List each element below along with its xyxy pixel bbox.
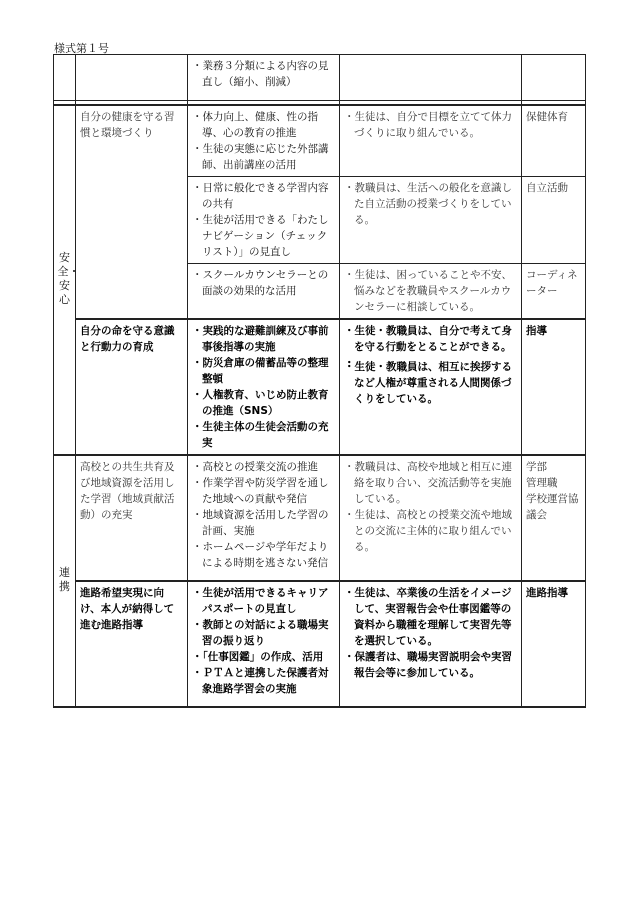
measures-list: [192, 180, 335, 260]
school-plan-table: [53, 54, 586, 708]
owner-cell: 自立活動: [522, 176, 586, 263]
list-item: ・ 生徒・教職員は、相互に挨拶するなど人権が尊重される人間関係づくりをしている。: [344, 359, 517, 407]
owner-cell: 進路指導: [522, 581, 586, 707]
evaluation-cell: [340, 319, 522, 455]
measures-list: [192, 109, 335, 173]
evaluation-list: [344, 585, 517, 681]
owner-cell: 保健体育: [522, 105, 586, 177]
owner-cell: コーディネーター: [522, 263, 586, 319]
list-item: ・ 防災倉庫の備蓄品等の整理整頓: [192, 355, 335, 387]
goal-cell: 進路希望実現に向け、本人が納得して進む進路指導: [76, 581, 188, 707]
list-item: ・ 生徒は、困っていることや不安、悩みなどを教職員やスクールカウンセラーに相談している。: [344, 267, 517, 315]
category-cooperation: 連携: [54, 455, 76, 707]
measures-cell: [188, 455, 340, 581]
measures-list: [192, 323, 335, 451]
list-item: ・ 日常に般化できる学習内容の共有: [192, 180, 335, 212]
list-item: ・ ホームページや学年だよりによる時期を逃さない発信: [192, 539, 335, 571]
list-item: ・ 地域資源を活用した学習の計画、実施: [192, 507, 335, 539]
evaluation-cell: [340, 105, 522, 177]
table-row: [54, 105, 586, 177]
table-row: [54, 55, 586, 101]
measures-cell: [188, 581, 340, 707]
measures-cell: [188, 319, 340, 455]
measures-cell: [188, 263, 340, 319]
owner-cell: 学部 管理職 学校運営協議会: [522, 455, 586, 581]
list-item: ・ スクールカウンセラーとの面談の効果的な活用: [192, 267, 335, 299]
evaluation-list: [344, 180, 517, 228]
evaluation-list: [344, 459, 517, 555]
measures-list: [192, 267, 335, 299]
table-row: [54, 581, 586, 707]
list-item: ・ 教師との対話による職場実習の振り返り: [192, 617, 335, 649]
measures-cell: [188, 176, 340, 263]
list-item: ・ 作業学習や防災学習を通した地域への貢献や発信: [192, 475, 335, 507]
list-item: ・ 体力向上、健康、性の指導、心の教育の推進: [192, 109, 335, 141]
list-item: ・ 生徒・教職員は、自分で考えて身を守る行動をとることができる。: [344, 323, 517, 355]
measures-list: [192, 459, 335, 571]
list-item: ・ 生徒主体の生徒会活動の充実: [192, 419, 335, 451]
measures-cell: [188, 55, 340, 101]
evaluation-cell: [340, 176, 522, 263]
goal-cell: 自分の健康を守る習慣と環境づくり: [76, 105, 188, 319]
list-item: ・ 生徒は、卒業後の生活をイメージして、実習報告会や仕事図鑑等の資料から職種を理解して実習先等を選択している。: [344, 585, 517, 649]
evaluation-cell: [340, 263, 522, 319]
list-item: ・ 生徒の実態に応じた外部講師、出前講座の活用: [192, 141, 335, 173]
list-item: ・ 生徒は、高校との授業交流や地域との交流に主体的に取り組んでいる。: [344, 507, 517, 555]
category-safety: 安全・安心: [54, 105, 76, 455]
list-item: ・ 実践的な避難訓練及び事前事後指導の実施: [192, 323, 335, 355]
goal-cell: 自分の命を守る意識と行動力の育成: [76, 319, 188, 455]
list-item: ・ 高校との授業交流の推進: [192, 459, 335, 475]
evaluation-cell: [340, 455, 522, 581]
list-item: ・ ＰＴＡと連携した保護者対象進路学習会の実施: [192, 665, 335, 697]
table-row: [54, 455, 586, 581]
list-item: ・ 教職員は、高校や地域と相互に連絡を取り合い、交流活動等を実施している。: [344, 459, 517, 507]
evaluation-cell: [340, 581, 522, 707]
list-item: ・ 人権教育、いじめ防止教育の推進（SNS）: [192, 387, 335, 419]
owner-cell: 指導: [522, 319, 586, 455]
measures-list: [192, 58, 335, 90]
form-number: 様式第１号: [54, 42, 109, 55]
list-item: ・ 生徒が活用できるキャリアパスポートの見直し: [192, 585, 335, 617]
list-item: ・ 業務３分類による内容の見直し（縮小、削減）: [192, 58, 335, 90]
list-item: ・ 「仕事図鑑」の作成、活用: [192, 649, 335, 665]
goal-cell: 高校との共生共育及び地域資源を活用した学習（地域貢献活動）の充実: [76, 455, 188, 581]
list-item: ・ 生徒は、自分で目標を立てて体力づくりに取り組んでいる。: [344, 109, 517, 141]
measures-list: [192, 585, 335, 697]
list-item: ・ 生徒が活用できる「わたしナビゲーション（チェックリスト）」の見直し: [192, 212, 335, 260]
table-row: [54, 319, 586, 455]
list-item: ・ 教職員は、生活への般化を意識した自立活動の授業づくりをしている。: [344, 180, 517, 228]
evaluation-list: [344, 267, 517, 315]
evaluation-list: [344, 323, 517, 407]
evaluation-list: [344, 109, 517, 141]
list-item: ・ 保護者は、職場実習説明会や実習報告会等に参加している。: [344, 649, 517, 681]
measures-cell: [188, 105, 340, 177]
